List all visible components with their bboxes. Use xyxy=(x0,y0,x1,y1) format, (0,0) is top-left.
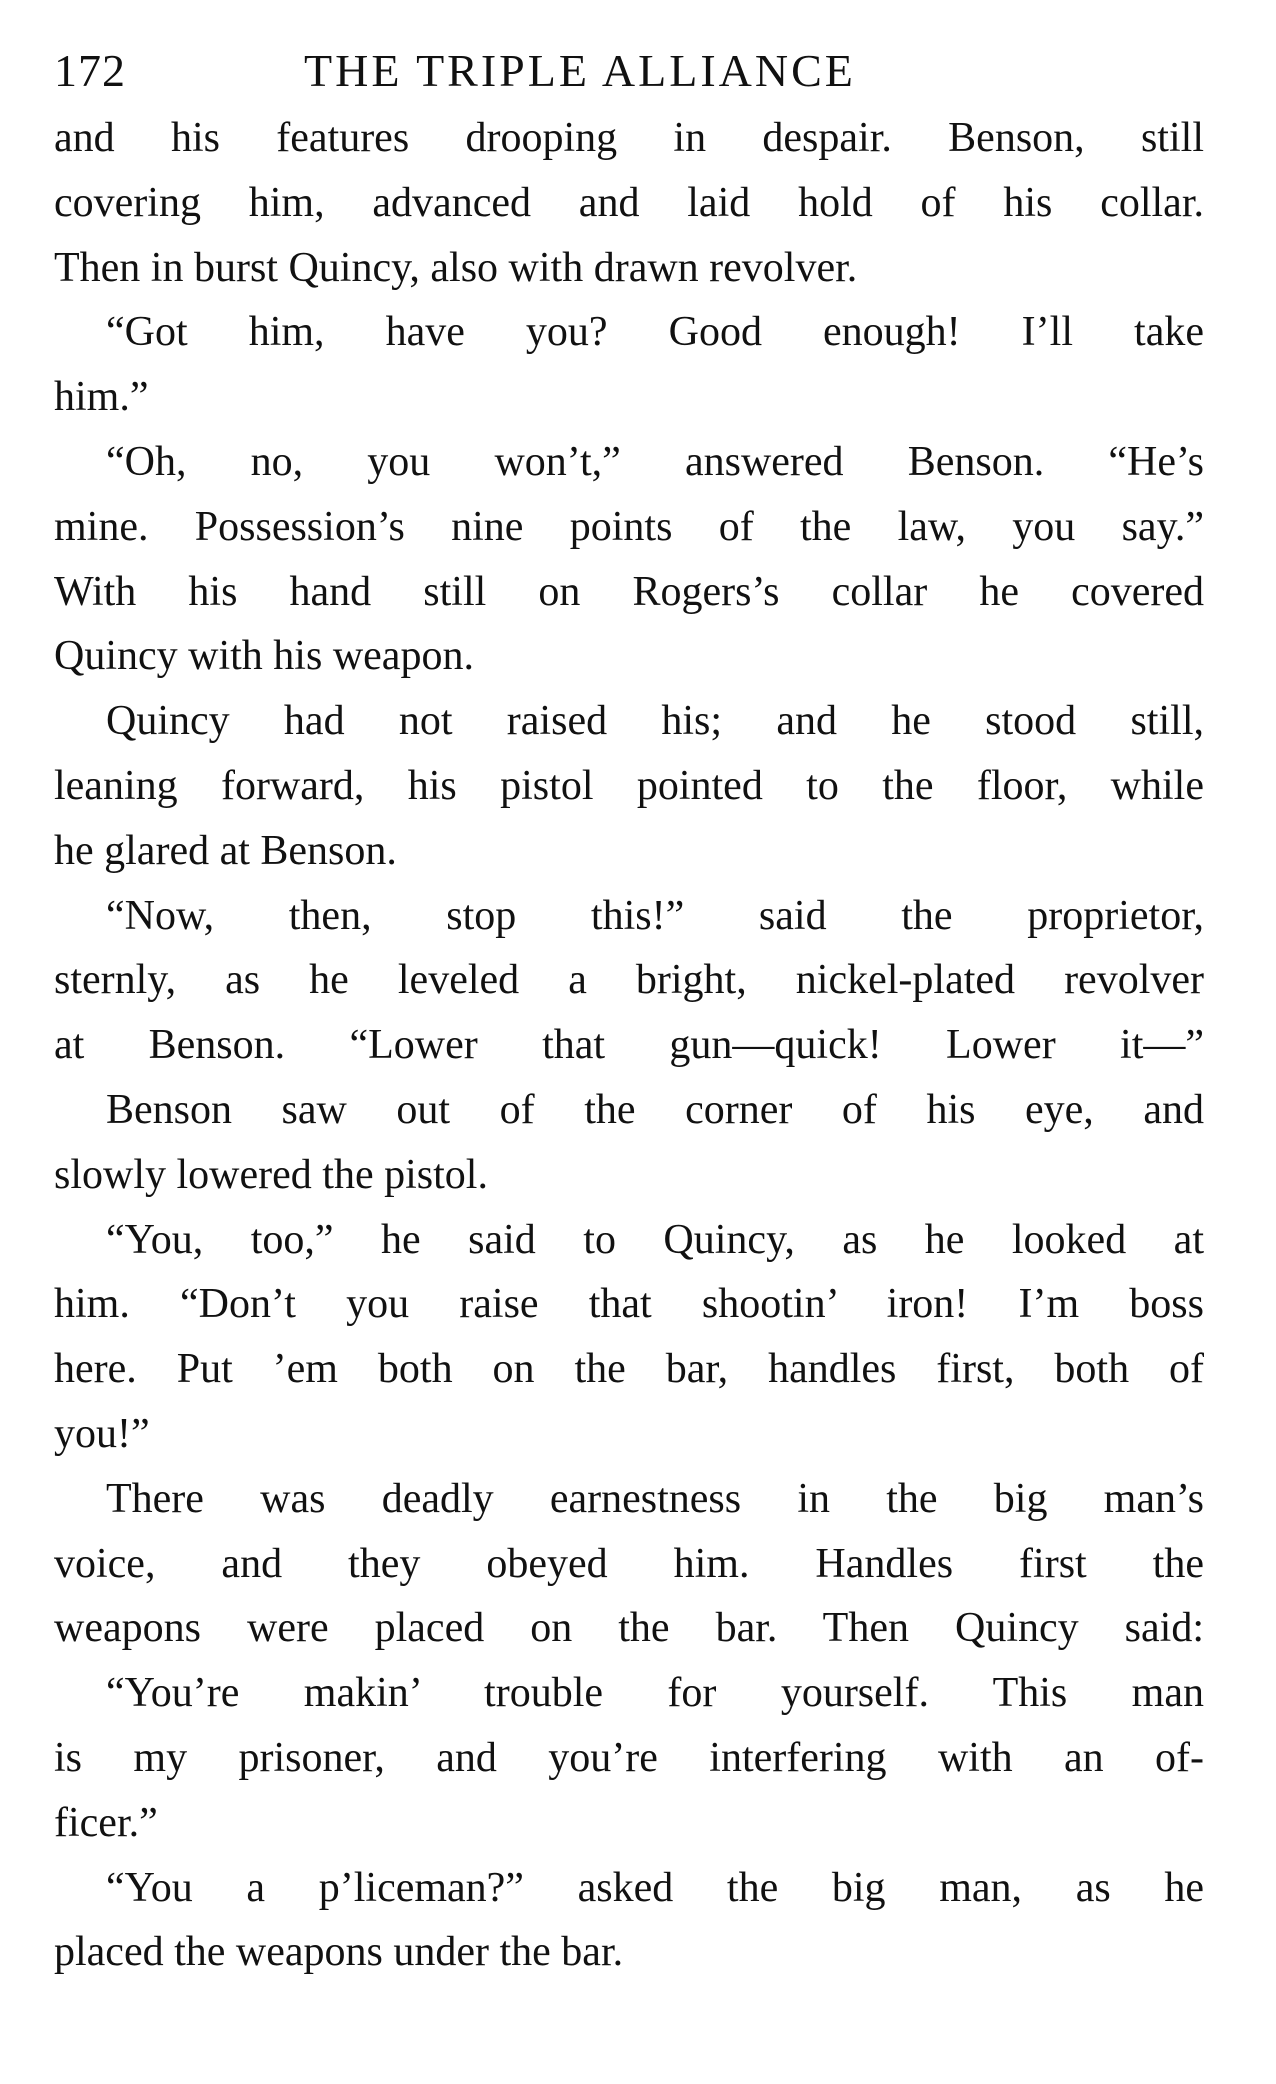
text-line: Benson saw out of the corner of his eye, and xyxy=(106,1086,1204,1133)
page-number: 172 xyxy=(54,45,126,96)
text-line: ficer.” xyxy=(54,1799,158,1846)
text-line: With his hand still on Rogers’s collar he covered xyxy=(54,568,1204,615)
text-line: “You, too,” he said to Quincy, as he looked at xyxy=(106,1216,1204,1263)
text-line: is my prisoner, and you’re interfering with an of- xyxy=(54,1734,1204,1781)
book-page xyxy=(54,36,1204,1985)
text-line: here. Put ’em both on the bar, handles first, both of xyxy=(54,1346,1204,1393)
text-line: There was deadly earnestness in the big man’s xyxy=(106,1475,1204,1522)
text-line: “You a p’liceman?” asked the big man, as he xyxy=(106,1864,1204,1911)
body-text xyxy=(54,106,1204,1985)
text-line: weapons were placed on the bar. Then Quincy said: xyxy=(54,1605,1204,1652)
text-line: you!” xyxy=(54,1410,150,1457)
text-line: Quincy with his weapon. xyxy=(54,633,474,680)
running-head: THE TRIPLE ALLIANCE xyxy=(304,45,856,96)
text-line: covering him, advanced and laid hold of his collar. xyxy=(54,179,1204,226)
text-line: mine. Possession’s nine points of the law, you say.” xyxy=(54,503,1204,550)
text-line: “You’re makin’ trouble for yourself. This man xyxy=(106,1670,1204,1717)
text-line: Then in burst Quincy, also with drawn revolver. xyxy=(54,244,858,291)
page-header xyxy=(54,36,1204,104)
text-line: him.” xyxy=(54,374,149,421)
text-line: slowly lowered the pistol. xyxy=(54,1151,488,1198)
text-line: “Now, then, stop this!” said the proprietor, xyxy=(106,892,1204,939)
text-line: leaning forward, his pistol pointed to the floor, while xyxy=(54,762,1204,809)
text-line: Quincy had not raised his; and he stood still, xyxy=(106,698,1204,745)
text-line: he glared at Benson. xyxy=(54,827,397,874)
text-line: and his features drooping in despair. Benson, still xyxy=(54,115,1204,161)
text-line: “Got him, have you? Good enough! I’ll take xyxy=(106,309,1204,356)
text-line: sternly, as he leveled a bright, nickel-plated revolver xyxy=(54,957,1204,1004)
text-line: at Benson. “Lower that gun—quick! Lower it—” xyxy=(54,1022,1204,1069)
text-line: “Oh, no, you won’t,” answered Benson. “He’s xyxy=(106,438,1204,485)
text-line: placed the weapons under the bar. xyxy=(54,1929,624,1976)
text-line: voice, and they obeyed him. Handles first the xyxy=(54,1540,1204,1587)
text-line: him. “Don’t you raise that shootin’ iron! I’m boss xyxy=(54,1281,1204,1328)
